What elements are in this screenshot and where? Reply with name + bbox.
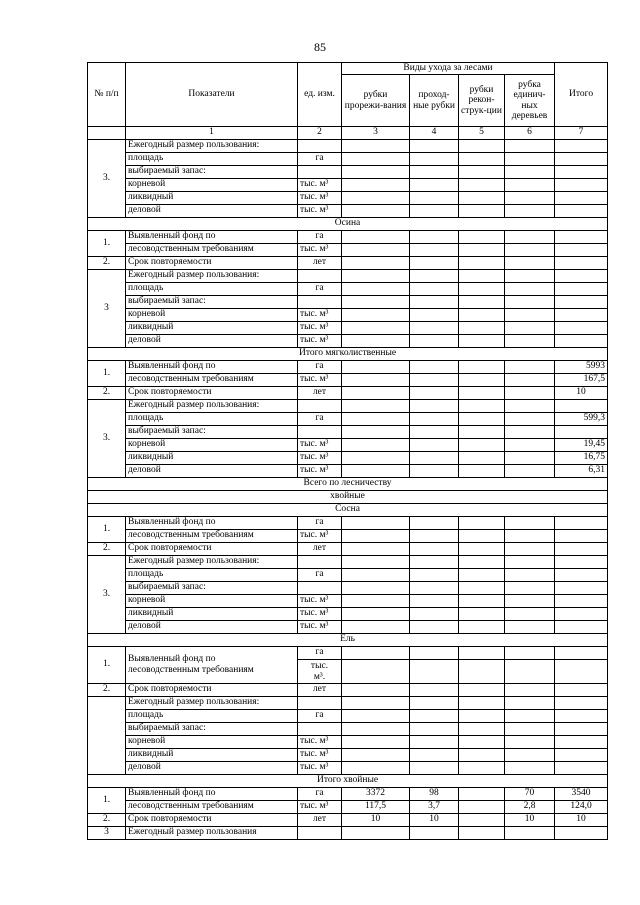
table-row: деловой тыс. м³ [88,205,608,218]
index-cell: 3 [342,127,410,140]
table-row: лесоводственным требованиям тыс. м³ [88,530,608,543]
table-row: 1. Выявленный фонд по лесоводственным требованиям га [88,647,608,660]
table-row: 3. Ежегодный размер пользования: [88,140,608,153]
header-row [88,63,608,75]
table-row: выбираемый запас: [88,166,608,179]
section-pine: Сосна [88,504,608,517]
table-row: тыс. м³. [88,660,608,684]
index-cell: 1 [126,127,298,140]
table-row: 3. Ежегодный размер пользования: [88,400,608,413]
table-row: площадь га [88,283,608,296]
table-row: выбираемый запас: [88,426,608,439]
table-row: 1. Выявленный фонд по га [88,517,608,530]
section-row [88,491,608,504]
table-row: 3 Ежегодный размер пользования [88,827,608,840]
table-row: площадь га 599,3 [88,413,608,426]
table-row: лесоводственным требованиям тыс. м³ 117,5 3,7 2,8 124,0 [88,801,608,814]
section-row [88,634,608,647]
table-row: корневой тыс. м³ [88,736,608,749]
table-row: корневой тыс. м³ [88,179,608,192]
table-row: 2. Срок повторяемости лет [88,257,608,270]
section-row [88,478,608,491]
table-row: 1. Выявленный фонд по га 3372 98 70 3540 [88,788,608,801]
table-row: 2. Срок повторяемости лет [88,543,608,556]
table-row: деловой тыс. м³ [88,335,608,348]
header-passage: проход-ные рубки [410,75,459,127]
table-row: выбираемый запас: [88,296,608,309]
page-number: 85 [314,40,326,54]
table-row: ликвидный тыс. м³ [88,749,608,762]
table-row: выбираемый запас: [88,723,608,736]
table-row: выбираемый запас: [88,582,608,595]
header-indicators: Показатели [126,63,298,127]
table-row: площадь га [88,710,608,723]
table-row: ликвидный тыс. м³ [88,322,608,335]
section-row [88,775,608,788]
table-row: 2. Срок повторяемости лет [88,684,608,697]
table-row: корневой тыс. м³ [88,595,608,608]
table-row: деловой тыс. м³ [88,762,608,775]
header-care-types: Виды ухода за лесами [342,63,555,75]
table-row: 1. Выявленный фонд по га [88,231,608,244]
section-row [88,218,608,231]
table-row: лесоводственным требованиям тыс. м³ [88,244,608,257]
index-cell: 7 [555,127,608,140]
table-row: ликвидный тыс. м³ 16,75 [88,452,608,465]
table-row: Ежегодный размер пользования: [88,697,608,710]
table-row: площадь га [88,153,608,166]
table-row: деловой тыс. м³ 6,31 [88,465,608,478]
index-row [88,127,608,140]
section-row [88,504,608,517]
index-cell: 5 [459,127,505,140]
header-thinning: рубки прорежи-вания [342,75,410,127]
index-cell: 2 [298,127,342,140]
section-coniferous: хвойные [88,491,608,504]
table-row: лесоводственным требованиям тыс. м³ 167,5 [88,374,608,387]
table-row: ликвидный тыс. м³ [88,192,608,205]
forest-care-table [87,62,608,840]
header-total: Итого [555,63,608,127]
section-coniferous-total: Итого хвойные [88,775,608,788]
table-row: 3 Ежегодный размер пользования: [88,270,608,283]
table-row: 3. Ежегодный размер пользования: [88,556,608,569]
table-row: деловой тыс. м³ [88,621,608,634]
section-spruce: Ель [88,634,608,647]
section-aspen: Осина [88,218,608,231]
table-row: корневой тыс. м³ [88,309,608,322]
table-row: ликвидный тыс. м³ [88,608,608,621]
section-row [88,348,608,361]
index-cell: 4 [410,127,459,140]
table-row: 2. Срок повторяемости лет 10 10 10 10 [88,814,608,827]
table-row: площадь га [88,569,608,582]
table-row: 2. Срок повторяемости лет 10 [88,387,608,400]
header-unit: ед. изм. [298,63,342,127]
index-cell: 6 [505,127,555,140]
header-reconstruction: рубки рекон-струк-ции [459,75,505,127]
table-row: корневой тыс. м³ 19,45 [88,439,608,452]
section-forestry-total: Всего по лесничеству [88,478,608,491]
table-row: 1. Выявленный фонд по га 5993 [88,361,608,374]
header-single-trees: рубка единич-ных деревьев [505,75,555,127]
header-num: № п/п [88,63,126,127]
section-softwood-total: Итого мягколиственные [88,348,608,361]
